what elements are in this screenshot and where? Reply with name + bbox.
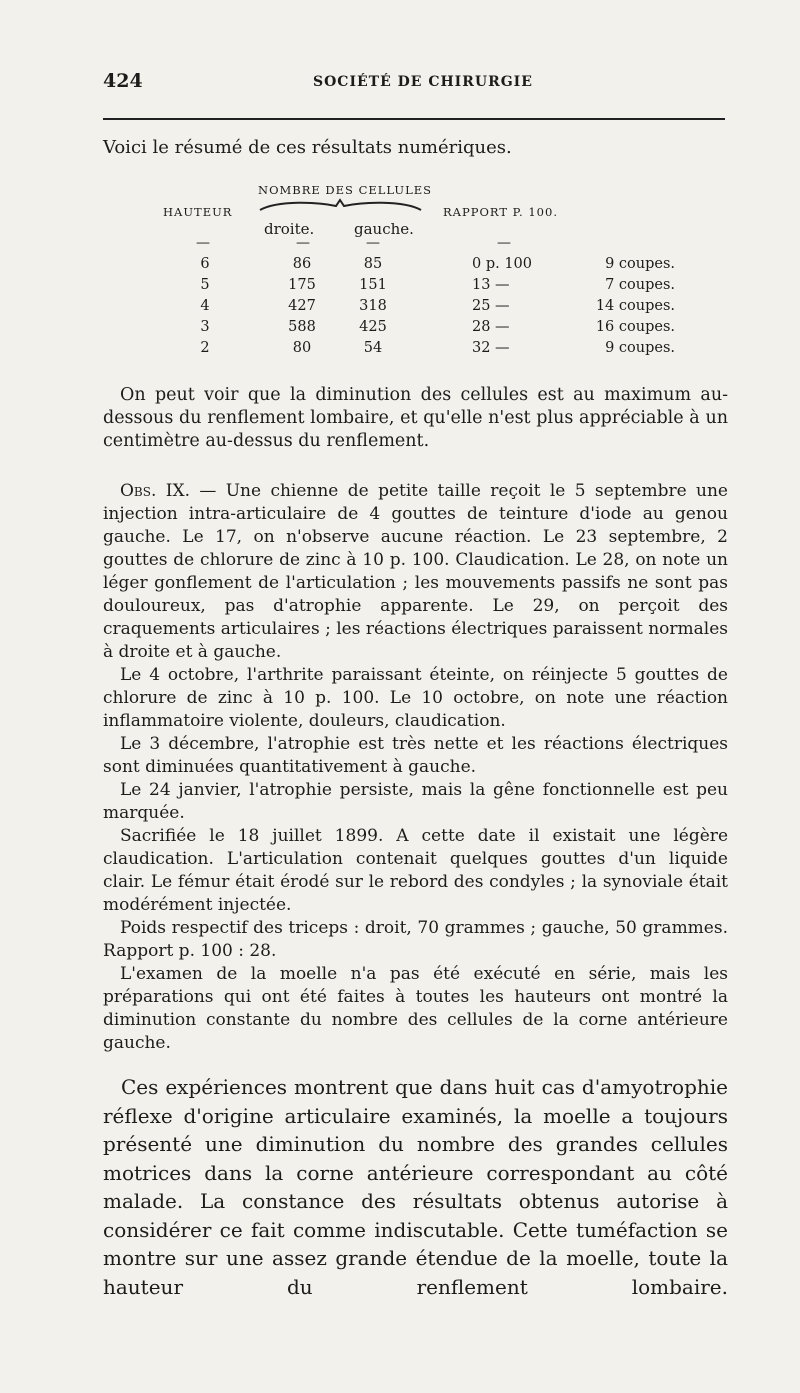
cell-hauteur: 2 bbox=[200, 340, 210, 356]
cell-rapport: 28 — bbox=[472, 319, 510, 335]
header-dash: — bbox=[497, 235, 511, 251]
cell-coupes: 14 coupes. bbox=[595, 298, 675, 314]
column-header-hauteur: HAUTEUR bbox=[163, 205, 233, 219]
paragraph-text: On peut voir que la diminution des cellules est au maximum au-dessous du renflement lombaire, et qu'elle n'est plus appréciable à un centimètre au-dessus du renflement. bbox=[103, 385, 728, 451]
cell-gauche: 54 bbox=[363, 340, 383, 356]
cell-hauteur: 3 bbox=[200, 319, 210, 335]
cell-droite: 588 bbox=[288, 319, 316, 335]
cell-coupes: 16 coupes. bbox=[595, 319, 675, 335]
cell-droite: 427 bbox=[288, 298, 316, 314]
results-table bbox=[0, 0, 800, 400]
cell-hauteur: 5 bbox=[200, 277, 210, 293]
observation-paragraph: Le 4 octobre, l'arthrite paraissant éteinte, on réinjecte 5 gouttes de chlorure de zinc à 10 p. 100. Le 10 octobre, on note une réaction inflammatoire violente, douleurs, claudication. bbox=[103, 665, 728, 731]
cell-gauche: 318 bbox=[359, 298, 387, 314]
observation-paragraph: Poids respectif des triceps : droit, 70 grammes ; gauche, 50 grammes. Rapport p. 100 : 28. bbox=[103, 918, 728, 961]
cell-gauche: 425 bbox=[359, 319, 387, 335]
observation-paragraph: L'examen de la moelle n'a pas été exécuté en série, mais les préparations qui ont été faites à toutes les hauteurs ont montré la diminution constante du nombre des cellules de la corne antérieure gauche. bbox=[103, 964, 728, 1053]
cell-coupes: 7 coupes. bbox=[605, 277, 675, 293]
column-header-droite: droite. bbox=[264, 220, 315, 238]
cell-hauteur: 6 bbox=[200, 256, 210, 272]
paragraph-summary bbox=[103, 384, 728, 453]
cell-rapport: 25 — bbox=[472, 298, 510, 314]
observation-ix bbox=[103, 480, 728, 1055]
cell-gauche: 151 bbox=[359, 277, 387, 293]
cell-rapport: 0 p. 100 bbox=[472, 256, 533, 272]
cell-rapport: 32 — bbox=[472, 340, 510, 356]
header-dash: — bbox=[296, 235, 310, 251]
intro-sentence: Voici le résumé de ces résultats numériques. bbox=[103, 137, 512, 158]
table-brace bbox=[258, 198, 423, 212]
cell-rapport: 13 — bbox=[472, 277, 510, 293]
observation-paragraph: Sacrifiée le 18 juillet 1899. A cette date il existait une légère claudication. L'articulation contenait quelques gouttes d'un liquide clair. Le fémur était érodé sur le rebord des condyles ; la synoviale était modérément injectée. bbox=[103, 826, 728, 915]
cell-droite: 80 bbox=[292, 340, 312, 356]
cell-droite: 175 bbox=[288, 277, 316, 293]
observation-paragraph: Le 24 janvier, l'atrophie persiste, mais la gêne fonctionnelle est peu marquée. bbox=[103, 780, 728, 823]
conclusion-paragraph: Ces expériences montrent que dans huit cas d'amyotrophie réflexe d'origine articulaire examinés, la moelle a toujours présenté une diminution du nombre des grandes cellules motrices dans la corne antérieure correspondant au côté malade. La constance des résultats obtenus autorise à considérer ce fait comme indiscutable. Cette tuméfaction se montre sur une assez grande étendue de la moelle, toute la hauteur du renflement lombaire. bbox=[103, 1075, 728, 1299]
observation-first-paragraph bbox=[103, 480, 728, 664]
running-title: SOCIÉTÉ DE CHIRURGIE bbox=[313, 74, 533, 90]
observation-text: — Une chienne de petite taille reçoit le 5 septembre une injection intra-articulaire de 4 gouttes de teinture d'iode au genou gauche. Le 17, on n'observe aucune réaction. Le 23 septembre, 2 gouttes de chlorure de zinc à 10 p. 100. Claudication. Le 28, on note un léger gonflement de l'articulation ; les mouvements passifs ne sont pas douloureux, pas d'atrophie apparente. Le 29, on perçoit des craquements articulaires ; les réactions électriques paraissent normales à droite et à gauche. bbox=[103, 481, 728, 662]
column-header-rapport: RAPPORT P. 100. bbox=[443, 205, 558, 219]
cell-hauteur: 4 bbox=[200, 298, 210, 314]
observation-label: Obs. IX. bbox=[120, 481, 190, 501]
cell-coupes: 9 coupes. bbox=[605, 256, 675, 272]
page-number: 424 bbox=[103, 70, 143, 92]
cell-coupes: 9 coupes. bbox=[605, 340, 675, 356]
conclusion-section bbox=[103, 1073, 728, 1301]
header-dash: — bbox=[196, 235, 210, 251]
cell-gauche: 85 bbox=[363, 256, 383, 272]
observation-paragraph: Le 3 décembre, l'atrophie est très nette et les réactions électriques sont diminuées quantitativement à gauche. bbox=[103, 734, 728, 777]
column-header-gauche: gauche. bbox=[354, 220, 414, 238]
table-group-header: NOMBRE DES CELLULES bbox=[258, 183, 433, 197]
header-dash: — bbox=[366, 235, 380, 251]
cell-droite: 86 bbox=[292, 256, 312, 272]
